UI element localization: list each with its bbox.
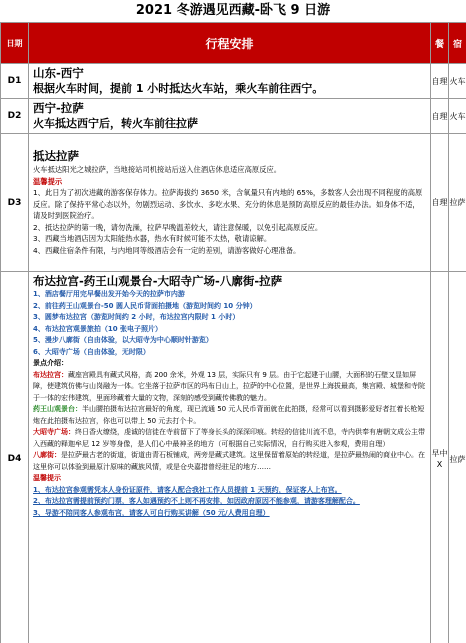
spot-text: 终日香火缭绕，虔诚的信徒在寺前留下了等身长头的深深印痕。转经的信徒川流不息，寺内供奉有唐朝文成公主带入西藏的释迦牟尼 12 岁等身像，是人们心中最神圣的地方（可根据自己实际情况，自行购买进入参观，费用自理）: [33, 428, 425, 448]
spot-name: 布达拉宫：: [33, 370, 68, 379]
spot-name: 药王山观景台：: [33, 405, 82, 413]
stay-cell: 火车: [449, 99, 466, 134]
table-row: [1, 99, 466, 134]
spot-item: [33, 450, 426, 473]
day-content: [29, 272, 431, 643]
spot-text: 藏座宫殿具有藏式风格，高 200 余米，外观 13 层，实际只有 9 层。由于它起建于山腰，大面积的石壁又显如屏障，使建筑仿佛与山岗融为一体。它坐落于拉萨市区的玛布日山上，拉萨的中心位置，是世界上海拔最高，集宫殿、城堡和寺院于一体的宏伟建筑，里面珍藏着大量的文物，深刻的感受到藏传佛教的魅力。: [33, 370, 425, 402]
step-item: 1、酒店餐厅用完早餐出发开始今天的拉萨市内游: [33, 290, 185, 298]
spot-name: 八廓街：: [33, 451, 61, 459]
step-item: 4、布达拉宫观景旅拍（10 张电子照片）: [33, 324, 163, 333]
table-row: [1, 272, 466, 643]
header-meal: 餐: [431, 23, 449, 64]
route-title: 山东-西宁: [33, 66, 84, 80]
spot-item: [33, 370, 426, 405]
tip-item: 1、此日为了初次进藏的游客保存体力。拉萨海拔约 3650 米，含氧量只有内地的 65%，多数客人会出现不同程度的高原反应。除了保持平常心态以外，勿剧烈运动、多饮水、多吃水果、充分的休息是预防高原反应的最佳办法。如身体不适，请及时到医院治疗。: [33, 188, 423, 220]
tip-item: 2、抵达拉萨的第一晚，请勿洗澡，拉萨早晚温差较大，请注意保暖，以免引起高原反应。: [33, 222, 323, 232]
route-title: 西宁-拉萨: [33, 101, 84, 115]
step-item: 6、大昭寺广场（自由体验，无时限）: [33, 347, 150, 356]
day-label: D1: [1, 64, 29, 99]
meal-cell: 自理: [431, 64, 449, 99]
spots-title: 景点介绍：: [33, 359, 68, 367]
step-item: 3、圆梦布达拉宫（游览时间约 2 小时，布达拉宫内限时 1 小时）: [33, 313, 240, 321]
spot-item: [33, 404, 426, 427]
stay-cell: 拉萨: [449, 134, 466, 272]
table-row: [1, 134, 466, 272]
tip-item: 3、西藏当地酒店因为太阳能热水器，热水有时候可能不太热，敬请谅解。: [33, 234, 272, 243]
stay-cell: 拉萨: [449, 272, 466, 643]
table-header: [1, 23, 466, 64]
tip-item: 2、布达拉宫需提前预约门票，客人如遇预约不上则不再安排，如因政府原因不能参观，请游客理解配合。: [33, 497, 360, 505]
day-label: D4: [1, 272, 29, 643]
spot-text: 是拉萨最古老的街道，街道由青石板铺成，两旁是藏式建筑。这里保留着原始的转经道，是拉萨最热闹的商业中心。在这里你可以体验到最原汁原味的藏族风情，或是仓央嘉措曾经驻足的地方……: [33, 451, 425, 471]
itinerary-table: [0, 22, 466, 643]
step-item: 2、前往药王山观景台-50 圆人民币背面拍摄地（游览时间约 10 分钟）: [33, 301, 257, 310]
meal-cell: 自理: [431, 134, 449, 272]
page-title: 2021 冬游遇见西藏-卧飞 9 日游: [0, 0, 466, 23]
stay-cell: 火车: [449, 64, 466, 99]
header-day: 日期: [1, 23, 29, 64]
route-title: 抵达拉萨: [33, 149, 79, 163]
spot-item: [33, 427, 426, 450]
spot-text: 半山腰拍摄布达拉宫最好的角度，现已流通 50 元人民币背面就在此拍摄，经常可以看到摄影爱好者扛着长枪短炮在此拍摄布达拉宫，你也可以带上 50 元去打个卡。: [33, 405, 425, 425]
day-label: D3: [1, 134, 29, 272]
tip-item: 3、导游不陪同客人参观布宫，请客人可自行购买讲解（50 元/人费用自理）: [33, 508, 270, 517]
tips-title: 温馨提示: [33, 176, 63, 186]
day-content: [29, 134, 431, 272]
intro-text: 火车抵达阳光之城拉萨，当地接站司机接站后送入住酒店休息适应高原反应。: [33, 165, 282, 174]
tip-item: 4、西藏住宿条件有限，与内地同等级酒店会有一定的差别，请游客做好心理准备。: [33, 245, 301, 255]
route-title: 布达拉宫-药王山观景台-大昭寺广场-八廓街-拉萨: [33, 274, 283, 288]
route-desc: 火车抵达西宁后，转火车前往拉萨: [33, 117, 198, 130]
meal-cell: 自理: [431, 99, 449, 134]
route-desc: 根据火车时间，提前 1 小时抵达火车站，乘火车前往西宁。: [33, 82, 324, 95]
meal-cell: 早中X: [431, 272, 449, 643]
table-row: [1, 64, 466, 99]
day-content: [29, 64, 431, 99]
header-itinerary: 行程安排: [29, 23, 431, 64]
tip-item: 1、布达拉宫参观需凭本人身份证原件，请客人配合我社工作人员提前 1 天预约，保证客人上布宫。: [33, 485, 342, 494]
header-stay: 宿: [449, 23, 466, 64]
day-content: [29, 99, 431, 134]
day-label: D2: [1, 99, 29, 134]
spot-name: 大昭寺广场：: [33, 428, 75, 436]
tips-title: 温馨提示: [33, 474, 61, 482]
step-item: 5、漫步八廓街（自由体验，以大昭寺为中心顺时针游览）: [33, 336, 213, 344]
